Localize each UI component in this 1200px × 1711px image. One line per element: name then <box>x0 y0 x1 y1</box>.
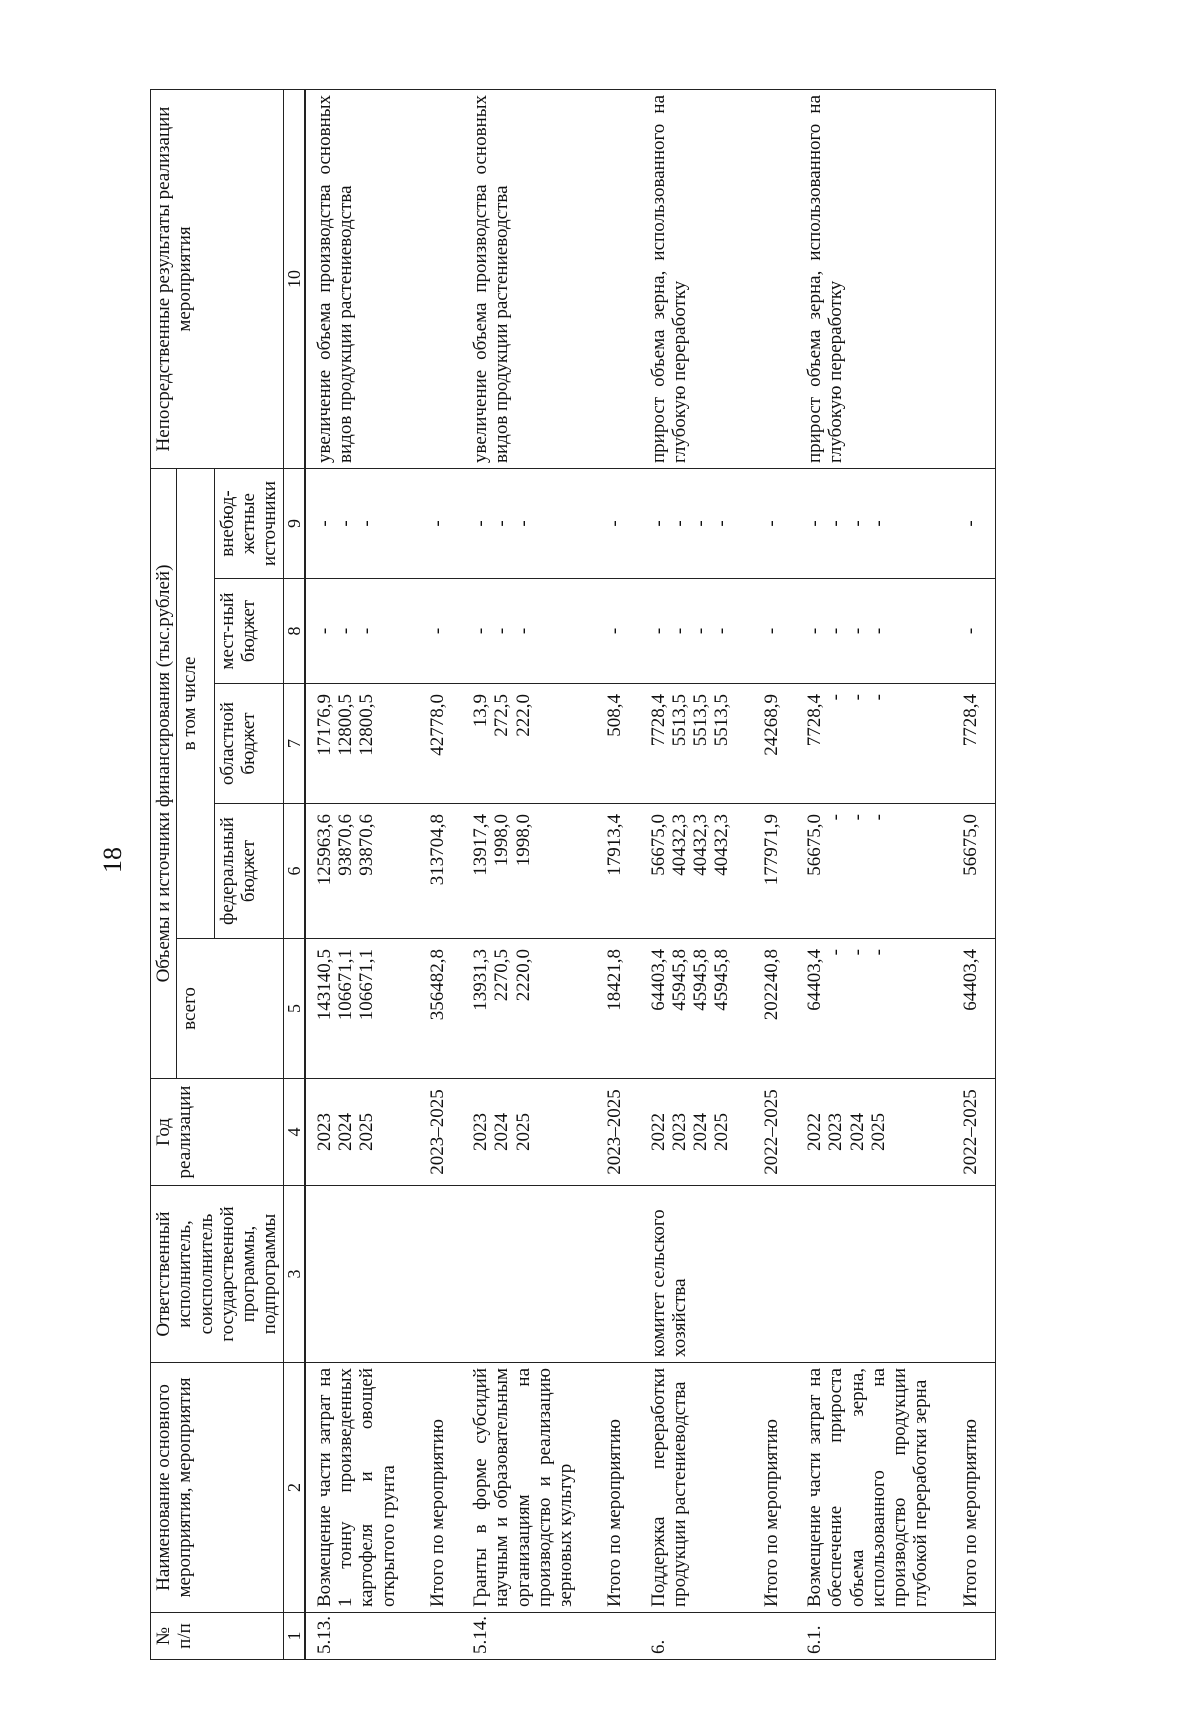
col-number: 2 <box>283 1363 305 1613</box>
total-row <box>934 89 996 1659</box>
header-name: Наименование основного мероприятия, мероприятия <box>151 1363 284 1613</box>
local-amount-value: - <box>867 627 889 635</box>
local-amount-value: - <box>470 627 492 635</box>
total-amount-value: 45945,8 <box>668 949 690 1011</box>
federal-amount <box>796 804 934 939</box>
page-number: 18 <box>98 847 127 873</box>
measure-name: Возмещение части затрат на обеспечение прироста объема зерна, использованного на производство продукции глубокой переработки зерна <box>796 1363 934 1613</box>
table-row <box>640 89 735 1659</box>
federal-amount <box>305 804 401 939</box>
federal-amount <box>462 804 578 939</box>
year <box>640 1079 735 1186</box>
measure-name: Гранты в форме субсидий научным и образовательным организациям на производство и реализацию зерновых культур <box>462 1363 578 1613</box>
regional-amount-value: 24268,9 <box>760 694 782 756</box>
regional-amount-value: 7728,4 <box>804 694 825 747</box>
total-amount <box>640 939 735 1079</box>
year-value: 2024 <box>846 1113 868 1151</box>
extrabudget-amount-value: - <box>313 520 335 527</box>
local-amount-value: - <box>760 627 782 635</box>
local-amount-value: - <box>604 627 626 635</box>
extrabudget-amount-value: - <box>804 520 825 527</box>
local-amount-value: - <box>804 627 825 635</box>
year-value: 2024 <box>690 1113 712 1151</box>
total-amount-value: 143140,5 <box>313 949 335 1021</box>
extrabudget-amount <box>934 468 996 578</box>
regional-amount-value: 7728,4 <box>959 694 981 747</box>
year-value: 2025 <box>867 1113 889 1151</box>
local-amount-value: - <box>491 627 513 635</box>
total-amount <box>934 939 996 1079</box>
year <box>305 1079 401 1186</box>
regional-amount <box>401 684 462 804</box>
total-amount-value: 356482,8 <box>426 949 448 1021</box>
total-amount-value: - <box>825 949 847 956</box>
rotated-table-container <box>150 90 1200 1660</box>
regional-amount <box>934 684 996 804</box>
col-number: 10 <box>283 89 305 468</box>
extrabudget-amount <box>401 468 462 578</box>
total-amount-value: 18421,8 <box>604 949 626 1011</box>
header-financing-group: Объемы и источники финансирования (тыс.рублей) <box>151 468 177 1078</box>
extrabudget-amount-value: - <box>711 520 733 527</box>
executor <box>934 1186 996 1363</box>
extrabudget-amount-value: - <box>356 520 378 527</box>
year <box>401 1079 462 1186</box>
local-amount-value: - <box>959 627 981 635</box>
local-amount-value: - <box>711 627 733 635</box>
local-amount-value: - <box>313 627 335 635</box>
result-text: прирост объема зерна, использованного на глубокую переработку <box>796 89 934 468</box>
federal-amount-value: - <box>867 814 889 821</box>
year-value: 2023 <box>668 1113 690 1151</box>
federal-amount-value: 56675,0 <box>804 814 825 876</box>
executor <box>462 1186 578 1363</box>
total-row <box>735 89 796 1659</box>
header-subgroup: в том числе <box>177 468 215 938</box>
regional-amount-value: 5513,5 <box>690 694 712 747</box>
year-value: 2022–2025 <box>959 1089 981 1175</box>
extrabudget-amount <box>305 468 401 578</box>
regional-amount <box>735 684 796 804</box>
federal-amount-value: 1998,0 <box>512 814 534 867</box>
row-number <box>934 1613 996 1660</box>
executor <box>796 1186 934 1363</box>
total-amount-value: 13931,3 <box>470 949 492 1011</box>
regional-amount-value: - <box>867 694 889 701</box>
executor <box>305 1186 401 1363</box>
local-amount-value: - <box>846 627 868 635</box>
extrabudget-amount-value: - <box>470 520 492 527</box>
total-amount <box>735 939 796 1079</box>
total-amount <box>305 939 401 1079</box>
extrabudget-amount-value: - <box>512 520 534 527</box>
col-number: 6 <box>283 804 305 939</box>
extrabudget-amount-value: - <box>426 520 448 527</box>
regional-amount-value: 508,4 <box>604 694 626 737</box>
year-value: 2023–2025 <box>604 1089 626 1175</box>
federal-amount-value: 56675,0 <box>959 814 981 876</box>
extrabudget-amount-value: - <box>846 520 868 527</box>
year-value: 2023 <box>313 1113 335 1151</box>
federal-amount-value: 93870,6 <box>356 814 378 876</box>
local-amount <box>305 579 401 684</box>
regional-amount-value: - <box>825 694 847 701</box>
federal-amount-value: 177971,9 <box>760 814 782 886</box>
year-value: 2025 <box>356 1113 378 1151</box>
local-amount-value: - <box>356 627 378 635</box>
row-number <box>401 1613 462 1660</box>
result-text <box>934 89 996 468</box>
local-amount-value: - <box>426 627 448 635</box>
executor <box>401 1186 462 1363</box>
federal-amount-value: 40432,3 <box>690 814 712 876</box>
header-year: Год реализации <box>151 1079 284 1186</box>
federal-amount <box>640 804 735 939</box>
total-amount-value: 202240,8 <box>760 949 782 1021</box>
regional-amount <box>640 684 735 804</box>
extrabudget-amount-value: - <box>491 520 513 527</box>
regional-amount-value: 13,9 <box>470 694 492 728</box>
year-value: 2025 <box>512 1113 534 1151</box>
total-amount <box>401 939 462 1079</box>
executor <box>735 1186 796 1363</box>
federal-amount <box>735 804 796 939</box>
federal-amount-value: 13917,4 <box>470 814 492 876</box>
year <box>735 1079 796 1186</box>
local-amount <box>462 579 578 684</box>
year-value: 2024 <box>491 1113 513 1151</box>
regional-amount-value: 5513,5 <box>668 694 690 747</box>
federal-amount <box>401 804 462 939</box>
measure-name: Итого по мероприятию <box>934 1363 996 1613</box>
local-amount <box>578 579 639 684</box>
extrabudget-amount <box>735 468 796 578</box>
table-body <box>305 89 996 1659</box>
regional-amount-value: 7728,4 <box>647 694 669 747</box>
measure-name: Итого по мероприятию <box>735 1363 796 1613</box>
year-value: 2025 <box>711 1113 733 1151</box>
total-row <box>578 89 639 1659</box>
federal-amount-value: - <box>846 814 868 821</box>
total-amount-value: 106671,1 <box>335 949 357 1021</box>
col-number: 1 <box>283 1613 305 1660</box>
extrabudget-amount-value: - <box>647 520 669 527</box>
result-text: увеличение объема производства основных видов продукции растениеводства <box>462 89 578 468</box>
total-amount <box>578 939 639 1079</box>
total-amount <box>462 939 578 1079</box>
extrabudget-amount <box>462 468 578 578</box>
local-amount-value: - <box>668 627 690 635</box>
total-amount-value: - <box>846 949 868 956</box>
row-number: 5.13. <box>305 1613 401 1660</box>
federal-amount-value: 40432,3 <box>668 814 690 876</box>
measure-name: Поддержка переработки продукции растениеводства <box>640 1363 735 1613</box>
local-amount-value: - <box>512 627 534 635</box>
result-text: увеличение объема производства основных видов продукции растениеводства <box>305 89 401 468</box>
total-amount <box>796 939 934 1079</box>
table-row <box>305 89 401 1659</box>
year <box>934 1079 996 1186</box>
total-amount-value: 106671,1 <box>356 949 378 1021</box>
total-amount-value: 64403,4 <box>959 949 981 1011</box>
federal-amount-value: 125963,6 <box>313 814 335 886</box>
col-number: 5 <box>283 939 305 1079</box>
extrabudget-amount-value: - <box>760 520 782 527</box>
row-number: 6.1. <box>796 1613 934 1660</box>
header-executor: Ответственный исполнитель, соисполнитель государственной программы, подпрограммы <box>151 1186 284 1363</box>
col-number: 7 <box>283 684 305 804</box>
measure-name: Итого по мероприятию <box>578 1363 639 1613</box>
header-total: всего <box>177 939 283 1079</box>
federal-amount-value: 93870,6 <box>335 814 357 876</box>
extrabudget-amount <box>796 468 934 578</box>
regional-amount <box>305 684 401 804</box>
result-text: прирост объема зерна, использованного на глубокую переработку <box>640 89 735 468</box>
regional-amount-value: 5513,5 <box>711 694 733 747</box>
col-number: 8 <box>283 579 305 684</box>
local-amount-value: - <box>647 627 669 635</box>
federal-amount-value: 1998,0 <box>491 814 513 867</box>
regional-amount <box>462 684 578 804</box>
result-text <box>401 89 462 468</box>
local-amount <box>934 579 996 684</box>
local-amount-value: - <box>335 627 357 635</box>
measure-name: Итого по мероприятию <box>401 1363 462 1613</box>
local-amount <box>735 579 796 684</box>
col-number: 9 <box>283 468 305 578</box>
row-number: 6. <box>640 1613 735 1660</box>
executor: комитет сельского хозяйства <box>640 1186 735 1363</box>
total-amount-value: 2220,0 <box>512 949 534 1002</box>
federal-amount-value: 40432,3 <box>711 814 733 876</box>
table-header <box>151 89 305 1659</box>
year-value: 2023–2025 <box>426 1089 448 1175</box>
extrabudget-amount-value: - <box>668 520 690 527</box>
regional-amount-value: 272,5 <box>491 694 513 737</box>
year <box>462 1079 578 1186</box>
header-results: Непосредственные результаты реализации мероприятия <box>151 89 284 468</box>
result-text <box>578 89 639 468</box>
row-number: 5.14. <box>462 1613 578 1660</box>
header-num: № п/п <box>151 1613 284 1660</box>
local-amount-value: - <box>690 627 712 635</box>
financing-table <box>150 89 996 1660</box>
total-amount-value: - <box>867 949 889 956</box>
total-amount-value: 45945,8 <box>690 949 712 1011</box>
regional-amount-value: - <box>846 694 868 701</box>
total-amount-value: 45945,8 <box>711 949 733 1011</box>
extrabudget-amount <box>578 468 639 578</box>
regional-amount-value: 12800,5 <box>356 694 378 756</box>
local-amount-value: - <box>825 627 847 635</box>
year-value: 2022–2025 <box>760 1089 782 1175</box>
row-number <box>578 1613 639 1660</box>
local-amount <box>640 579 735 684</box>
year-value: 2023 <box>825 1113 847 1151</box>
federal-amount-value: 17913,4 <box>604 814 626 876</box>
federal-amount <box>934 804 996 939</box>
extrabudget-amount <box>640 468 735 578</box>
year-value: 2022 <box>804 1113 825 1151</box>
regional-amount-value: 42778,0 <box>426 694 448 756</box>
extrabudget-amount-value: - <box>690 520 712 527</box>
header-federal: федеральный бюджет <box>214 804 283 939</box>
federal-amount-value: 313704,8 <box>426 814 448 886</box>
year-value: 2023 <box>470 1113 492 1151</box>
result-text <box>735 89 796 468</box>
year <box>578 1079 639 1186</box>
extrabudget-amount-value: - <box>335 520 357 527</box>
federal-amount-value: - <box>825 814 847 821</box>
col-number: 4 <box>283 1079 305 1186</box>
year <box>796 1079 934 1186</box>
regional-amount-value: 12800,5 <box>335 694 357 756</box>
year-value: 2024 <box>335 1113 357 1151</box>
header-extrabudget: внебюд-жетные источники <box>214 468 283 578</box>
executor <box>578 1186 639 1363</box>
extrabudget-amount-value: - <box>867 520 889 527</box>
regional-amount <box>796 684 934 804</box>
measure-name: Возмещение части затрат на 1 тонну произведенных картофеля и овощей открытого грунта <box>305 1363 401 1613</box>
col-number: 3 <box>283 1186 305 1363</box>
local-amount <box>796 579 934 684</box>
year-value: 2022 <box>647 1113 669 1151</box>
extrabudget-amount-value: - <box>825 520 847 527</box>
local-amount <box>401 579 462 684</box>
extrabudget-amount-value: - <box>604 520 626 527</box>
total-row <box>401 89 462 1659</box>
header-regional: областной бюджет <box>214 684 283 804</box>
federal-amount-value: 56675,0 <box>647 814 669 876</box>
table-row <box>796 89 934 1659</box>
extrabudget-amount-value: - <box>959 520 981 527</box>
row-number <box>735 1613 796 1660</box>
total-amount-value: 64403,4 <box>804 949 825 1011</box>
table-row <box>462 89 578 1659</box>
header-local: мест-ный бюджет <box>214 579 283 684</box>
regional-amount-value: 222,0 <box>512 694 534 737</box>
regional-amount-value: 17176,9 <box>313 694 335 756</box>
federal-amount <box>578 804 639 939</box>
total-amount-value: 2270,5 <box>491 949 513 1002</box>
total-amount-value: 64403,4 <box>647 949 669 1011</box>
regional-amount <box>578 684 639 804</box>
